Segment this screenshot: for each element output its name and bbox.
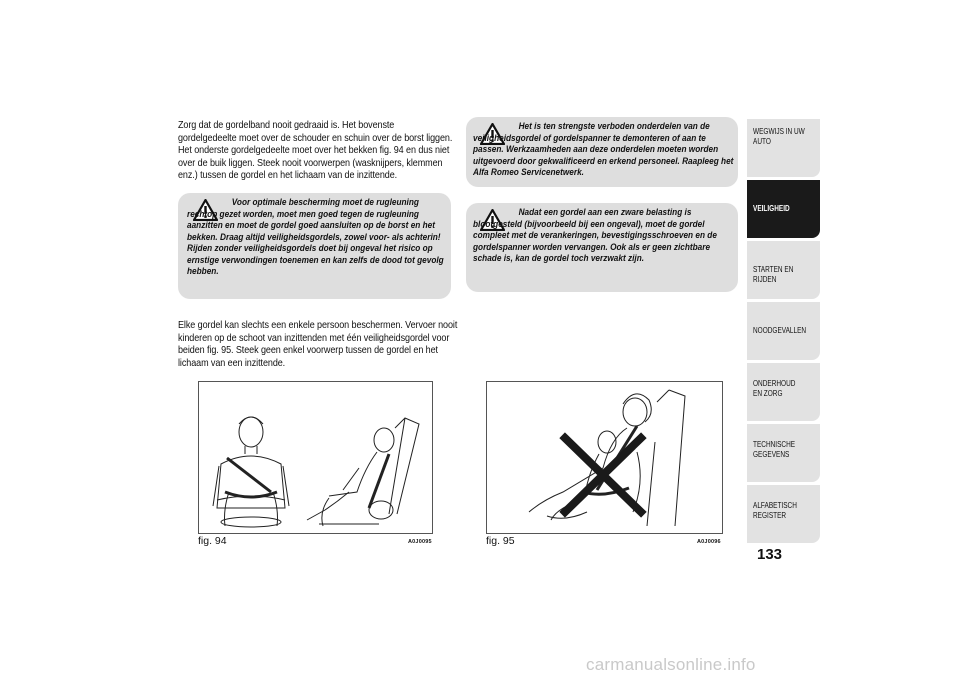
tab-label: WEGWIJS IN UW AUTO	[753, 126, 805, 146]
tab-wegwijs[interactable]	[747, 119, 820, 177]
belt-correct-illustration	[199, 382, 432, 533]
figure-94-code: A0J0095	[408, 539, 432, 545]
warning-text-no-modification: Het is ten strengste verboden onderdelen van de veiligheidsgordel of gordelspanner te demonteren of aan te passen. Werkzaamheden aan deze onderdelen moeten worden uitgevoerd door gekwalificeerd en erkend personeel. Raapleeg het Alfa Romeo Servicenetwerk.	[473, 121, 734, 178]
tab-label: STARTEN EN RIJDEN	[753, 264, 794, 284]
watermark-text: carmanualsonline.info	[586, 655, 756, 674]
figure-95-label: fig. 95	[486, 535, 515, 547]
tab-label: ONDERHOUD EN ZORG	[753, 378, 796, 398]
figure-94-label: fig. 94	[198, 535, 227, 547]
warning-text-backrest: Voor optimale bescherming moet de rugleuning rechtop gezet worden, moet men goed tegen de rugleuning aanzitten en moet de gordel goed aansluiten op de borst en het bekken. Draag altijd veiligheidsgordels, zowel voor- als achterin! Rijden zonder veiligheidsgordels doet bij ongeval het risico op ernstige verwondingen toenemen en kan zelfs de dood tot gevolg hebben.	[187, 197, 444, 277]
tab-technische[interactable]	[747, 424, 820, 482]
prohibited-cross-icon	[565, 438, 641, 512]
warning-text-replace-belt: Nadat een gordel aan een zware belasting is blootgesteld (bijvoorbeeld bij een ongeval), moet de gordel compleet met de verankeringen, bevestigingsschroeven en de gordelspanner worden vervangen. Ook als er geen zichtbare schade is, kan de gordel toch verzwakt zijn.	[473, 207, 717, 264]
tab-alfabetisch[interactable]	[747, 485, 820, 543]
page-number: 133	[757, 546, 783, 563]
tab-starten[interactable]	[747, 241, 820, 299]
belt-child-on-lap-illustration	[487, 382, 722, 533]
warning-box-backrest	[178, 193, 451, 299]
tab-noodgevallen[interactable]	[747, 302, 820, 360]
figure-95-code: A0J0096	[697, 539, 721, 545]
tab-onderhoud[interactable]	[747, 363, 820, 421]
warning-box-no-modification	[466, 117, 738, 187]
body-paragraph-one-person: Elke gordel kan slechts een enkele persoon beschermen. Vervoer nooit kinderen op de schoot van inzittenden met één veiligheidsgordel voor beiden fig. 95. Steek geen enkel voorwerp tussen de gordel en het lichaam van een inzittende.	[178, 319, 458, 369]
tab-veiligheid[interactable]	[747, 180, 820, 238]
tab-label: TECHNISCHE GEGEVENS	[753, 439, 796, 459]
figure-94-illustration	[198, 381, 433, 534]
tab-label: VEILIGHEID	[753, 203, 790, 213]
warning-box-replace-belt	[466, 203, 738, 292]
tab-label: ALFABETISCH REGISTER	[753, 500, 797, 520]
body-paragraph-belt-position: Zorg dat de gordelband nooit gedraaid is. Het bovenste gordelgedeelte moet over de schouder en schuin over de borst liggen. Het onderste gordelgedeelte moet over het bekken fig. 94 en dus niet over de buik liggen. Steek nooit voorwerpen (wasknijpers, klemmen enz.) tussen de gordel en het lichaam van de inzittende.	[178, 119, 453, 182]
tab-label: NOODGEVALLEN	[753, 325, 807, 335]
figure-95-illustration	[486, 381, 723, 534]
